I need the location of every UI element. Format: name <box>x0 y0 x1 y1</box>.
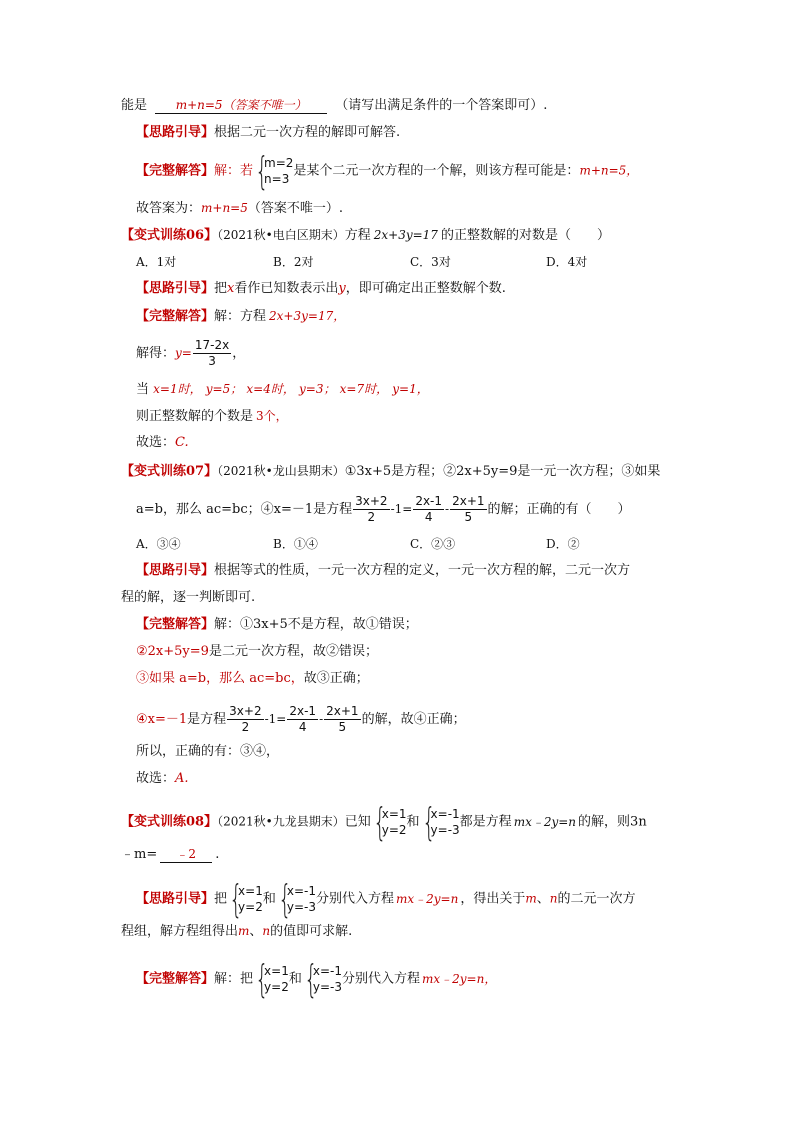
text: ， <box>232 346 246 361</box>
variable: m <box>238 924 250 938</box>
text: 的正整数解的对数是（ ） <box>440 228 610 243</box>
text: 、 <box>536 891 550 907</box>
fraction <box>324 704 360 735</box>
text: 3x+2 <box>229 704 262 718</box>
final-answer-line <box>136 199 343 218</box>
equation: y=-3 <box>286 900 316 914</box>
equation: x=1 <box>264 964 289 978</box>
hint-line-2 <box>121 922 352 941</box>
text: 解：方程 <box>214 309 267 324</box>
equation: 2x+3y=17， <box>269 309 346 323</box>
text: 分别代入方程 <box>341 971 420 987</box>
answer-blank: m+n=5（答案不唯一） <box>155 97 327 114</box>
hint-line <box>136 877 636 921</box>
text: 解：把 <box>214 971 254 987</box>
question-08 <box>121 800 647 844</box>
question-tag: 【变式训练08】 <box>121 814 218 830</box>
text: a=b，那么 ac=bc；④x=－1是方程 <box>136 502 353 517</box>
answer-text: 3个， <box>256 409 288 423</box>
text: 的二元一次方 <box>557 891 636 907</box>
variable: n <box>262 924 271 938</box>
choice-line <box>136 434 189 452</box>
case: y=5； <box>205 382 243 396</box>
solution-line <box>136 149 639 193</box>
text: 的解，则3n <box>578 814 647 830</box>
text: 2x-1 <box>289 704 317 718</box>
text: 的解，故④正确； <box>361 712 466 727</box>
hint-text: 根据二元一次方程的解即可解答. <box>214 125 401 140</box>
solution-step-2 <box>136 643 378 661</box>
text: 把 <box>214 891 228 907</box>
text: ①3x+5是方程；②2x+5y=9是一元一次方程；③如果 <box>344 464 661 479</box>
text: . <box>215 847 220 862</box>
text: 5 <box>464 510 473 524</box>
equation: n=3 <box>264 172 290 186</box>
text: ，即可确定出正整数解个数. <box>345 281 506 296</box>
variable: x <box>227 281 235 296</box>
text: 当 <box>136 382 150 397</box>
equation: ④x=－1 <box>136 712 188 727</box>
equation-system: { x=-1 y=-3 <box>304 957 342 1001</box>
equation-system: { m=2 n=3 <box>255 149 294 193</box>
text: 、 <box>249 924 263 939</box>
text: 和 <box>288 971 302 987</box>
equation: y=-3 <box>312 980 342 994</box>
cases-line <box>136 380 429 399</box>
hint-tag: 【思路引导】 <box>136 563 215 578</box>
equation: x=-1 <box>286 884 316 898</box>
case: y=1， <box>392 382 429 396</box>
solution-tag: 【完整解答】 <box>136 163 215 179</box>
question-tag: 【变式训练07】 <box>121 464 218 479</box>
fraction <box>413 494 444 525</box>
text: 3 <box>208 354 216 368</box>
equation: x=1 <box>381 807 407 821</box>
text: 解：若 <box>214 163 254 179</box>
variable: m <box>525 891 537 906</box>
fraction <box>450 494 486 525</box>
hint-text: 程的解，逐一判断即可. <box>121 590 256 605</box>
solution-tag: 【完整解答】 <box>136 309 215 324</box>
equation-system: { x=-1 y=-3 <box>421 800 460 844</box>
option-c: C．②③ <box>410 537 456 551</box>
solution-step-5 <box>136 743 279 761</box>
text: 是方程 <box>187 712 227 727</box>
text: 解：①3x+5不是方程，故①错误； <box>214 617 418 632</box>
text: 3x+2 <box>355 494 388 508</box>
text: （请写出满足条件的一个答案即可）. <box>335 98 548 113</box>
case: x=4时， <box>246 382 295 396</box>
equation-system: { x=1 y=2 <box>229 877 263 921</box>
equation: y=2 <box>264 980 289 994</box>
choice-line <box>136 770 189 788</box>
equation: mx﹣2y=n <box>513 814 577 829</box>
equation: 2x+3y=17 <box>373 228 438 242</box>
text: 是某个二元一次方程的一个解，则该方程可能是： <box>293 163 580 179</box>
fraction <box>227 704 263 735</box>
answer-line <box>121 97 547 115</box>
hint-line <box>136 562 630 580</box>
text: 故选： <box>136 435 176 450</box>
text: 故③正确； <box>303 671 369 686</box>
text: 5 <box>338 720 347 734</box>
equation: y=2 <box>381 823 407 837</box>
case: y=3； <box>299 382 336 396</box>
question-06 <box>121 226 610 245</box>
case: x=1时， <box>153 382 202 396</box>
text: 把 <box>214 281 228 296</box>
answer-choice: C. <box>175 435 189 450</box>
text: 17-2x <box>194 338 230 352</box>
text: 的解；正确的有（ ） <box>487 502 631 517</box>
equation: y=-3 <box>430 823 460 837</box>
hint-text: 根据等式的性质，一元一次方程的定义，一元一次方程的解，二元一次方 <box>214 563 631 578</box>
text: 和 <box>406 814 420 830</box>
solution-line <box>136 957 497 1001</box>
fraction <box>193 338 231 369</box>
text: 所以，正确的有：③④， <box>136 744 280 759</box>
equation: m=2 <box>264 156 294 170</box>
option-c: C．3对 <box>410 255 451 269</box>
equation: y= <box>175 346 192 360</box>
text: 2x-1 <box>415 494 443 508</box>
text: 2x+1 <box>452 494 485 508</box>
question-source: （2021秋•龙山县期末） <box>217 464 345 478</box>
variable: y <box>338 281 346 296</box>
option-d: D．4对 <box>546 255 588 269</box>
text: 则正整数解的个数是 <box>136 409 254 424</box>
solution-step-3 <box>136 670 369 688</box>
hint-tag: 【思路引导】 <box>136 125 215 140</box>
text: - <box>445 502 450 516</box>
equation: x=-1 <box>312 964 342 978</box>
text: （答案不唯一）. <box>247 201 344 216</box>
solution-tag: 【完整解答】 <box>136 971 215 987</box>
option-d: D．② <box>546 537 580 551</box>
fraction <box>287 704 318 735</box>
text: - <box>319 712 324 726</box>
text: 程组，解方程组得出 <box>121 924 239 939</box>
text: 方程 <box>344 228 371 243</box>
hint-tag: 【思路引导】 <box>136 891 215 907</box>
case: x=7时， <box>339 382 389 396</box>
equation: ②2x+5y=9 <box>136 644 209 659</box>
text: 2x+1 <box>326 704 359 718</box>
equation: mx﹣2y=n <box>395 891 459 906</box>
variable: n <box>549 891 558 906</box>
text: ﹣m= <box>121 847 158 862</box>
solution-line <box>136 616 418 634</box>
fraction <box>353 494 389 525</box>
text: 故答案为： <box>136 201 202 216</box>
option-a: A．③④ <box>136 537 181 551</box>
equation-system: { x=1 y=2 <box>372 800 407 844</box>
option-b: B．①④ <box>273 537 318 551</box>
text: 4 <box>298 720 307 734</box>
count-line <box>136 407 288 426</box>
text: ③如果 a=b，那么 ac=bc， <box>136 671 304 686</box>
text: 2 <box>241 720 250 734</box>
text: -1= <box>390 502 413 516</box>
hint-line <box>136 124 400 142</box>
text: 4 <box>424 510 433 524</box>
equation: mx﹣2y=n， <box>421 971 497 986</box>
equation: x=1 <box>238 884 263 898</box>
text: 故选： <box>136 771 176 786</box>
text: 解得： <box>136 346 176 361</box>
text: -1= <box>264 712 287 726</box>
solution-line <box>136 307 345 326</box>
question-source: （2021秋•电白区期末） <box>217 228 345 242</box>
text: 已知 <box>344 814 371 830</box>
answer-text: m+n=5 <box>201 201 248 215</box>
text: 的值即可求解. <box>270 924 353 939</box>
solve-line <box>136 338 245 369</box>
text: 2 <box>367 510 376 524</box>
answer-blank: ﹣2 <box>160 846 212 863</box>
answer-choice: A. <box>175 771 189 786</box>
option-a: A．1对 <box>136 255 177 269</box>
solution-tag: 【完整解答】 <box>136 617 215 632</box>
hint-line <box>136 280 506 298</box>
equation: y=2 <box>238 900 263 914</box>
text: ，得出关于 <box>460 891 526 907</box>
text: 是二元一次方程，故②错误； <box>208 644 378 659</box>
equation-system: { x=-1 y=-3 <box>278 877 316 921</box>
answer-text: m+n=5， <box>579 163 639 178</box>
option-b: B．2对 <box>273 255 314 269</box>
text: 看作已知数表示出 <box>234 281 339 296</box>
text: 和 <box>262 891 276 907</box>
question-source: （2021秋•九龙县期末） <box>217 814 345 829</box>
equation: x=-1 <box>430 807 460 821</box>
hint-line-2 <box>121 589 255 607</box>
question-tag: 【变式训练06】 <box>121 228 218 243</box>
text: 分别代入方程 <box>315 891 394 907</box>
text: 能是 <box>121 98 148 113</box>
hint-tag: 【思路引导】 <box>136 281 215 296</box>
equation-system: { x=1 y=2 <box>255 957 289 1001</box>
solution-step-4 <box>136 704 466 735</box>
question-07-line2 <box>136 494 631 525</box>
question-07 <box>121 462 660 481</box>
question-08-line2 <box>121 846 219 864</box>
text: 都是方程 <box>459 814 512 830</box>
